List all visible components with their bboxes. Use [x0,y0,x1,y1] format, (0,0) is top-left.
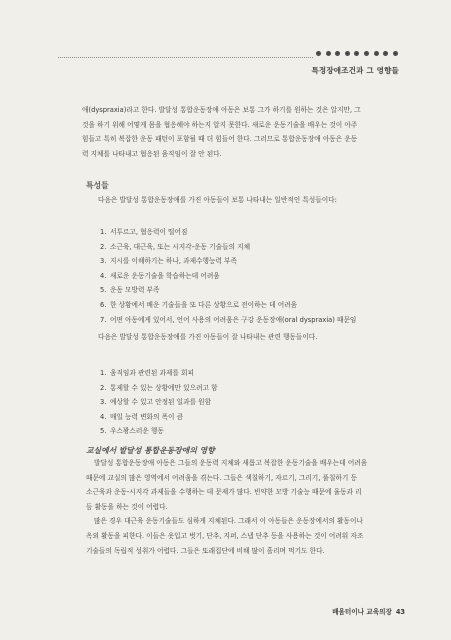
list-item: 3. 예상할 수 있고 안정된 일과를 원함 [100,398,212,407]
running-head: 특정장애조건과 그 영향들 [311,66,399,75]
header-dotted-rule [58,57,313,58]
list-item: 5. 운동 모방력 부족 [100,286,160,295]
text-line: 듬 활동을 하는 것이 어렵다. [86,502,168,511]
text-line: 힘들고 특히 복잡한 운동 패턴이 포함될 때 더 힘들어 한다. 그러므로 통합운동장애 아동은 운동 [82,135,358,144]
list-item: 2. 소근육, 대근육, 또는 시지각-운동 기술들의 지체 [100,242,251,251]
section-heading-classroom-impact: 교실에서 발달성 통합운동장애의 영향 [86,446,215,455]
list-item: 4. 매일 능력 변화의 폭이 큼 [100,412,184,421]
text-line: 소근육과 운동-시지각 과제들을 수행하는 데 문제가 많다. 빈약한 모방 기술능 때문에 율동과 리 [86,488,362,497]
text-line: 때문에 교실의 많은 영역에서 어려움을 겪는다. 그들은 색칠하기, 자르기, 그리기, 풀칠하기 등 [86,473,357,482]
list-item: 7. 어떤 아동에게 있어서, 언어 사용의 어려움은 구강 운동장애(oral dyspraxia) 때문임 [100,315,357,324]
list-item: 6. 한 상황에서 배운 기술들을 또 다른 상황으로 전이하는 데 어려움 [100,300,298,309]
ornament-dot [364,51,369,56]
ornament-dot [374,51,379,56]
ornament-dot [316,51,321,56]
classroom-paragraph [86,456,414,558]
ornament-dot [345,51,350,56]
ornament-dot [354,51,359,56]
characteristics-list [100,225,356,327]
list-item: 1. 움직임과 관련된 과제를 회피 [100,369,194,377]
ornament-dot [393,51,398,56]
section-heading-characteristics: 특성들 [86,181,109,190]
list-item: 3. 지시를 이해하기는 하나, 과제수행능력 부족 [100,257,237,266]
ornament-dot [326,51,331,56]
behaviors-list [100,366,218,439]
ornament-dot [383,51,388,56]
header-dot-ornament [316,51,398,56]
text-line: 력 지체를 나타내고 협응된 움직임이 잘 안 된다. [82,149,222,158]
page-footer [332,606,405,616]
text-line: 옥외 활동을 피한다. 이들은 옷입고 벗기, 단추, 지퍼, 스냅 단추 등을 사용하는 것이 어려워 자조 [86,531,364,540]
text-line: 많은 경우 대근육 운동기술들도 심하게 지체된다. 그래서 이 아동들은 운동장에서의 활동이나 [94,517,363,526]
list-item: 1. 서투르고, 협응력이 떨어짐 [100,228,188,236]
text-line: 기술들의 독립적 성취가 어렵다. 그들은 또래집단에 비해 많이 흘리며 먹기도 한다. [86,546,325,555]
section-lead-2: 다음은 발달성 통합운동장애를 가진 아동들이 잘 나타내는 관련 행동들이다. [98,333,318,341]
text-line: 애(dyspraxia)라고 한다. 발달성 통합운동장애 아동은 보통 그가 하기를 원하는 것은 알지만, 그 [82,106,361,114]
ornament-dot [335,51,340,56]
text-line: 것을 하기 위해 어떻게 몸을 협응해야 하는지 알지 못한다. 새로운 운동기술을 배우는 것이 아주 [82,120,358,129]
intro-paragraph [82,103,412,161]
footer-book-title: 배움터이나 교육의장 [332,608,392,616]
list-item: 2. 통제할 수 있는 상황에만 있으려고 함 [100,383,218,392]
text-line: 발달성 통합운동장애 아동은 그들의 운동력 지체와 새롭고 복잡한 운동기술을 배우는데 어려움 [94,459,368,467]
page-number: 43 [395,608,405,616]
list-item: 5. 우스꽝스러운 행동 [100,427,164,436]
list-item: 4. 새로운 운동기술을 학습하는데 어려움 [100,271,220,280]
section-lead: 다음은 발달성 통합운동장애를 가진 아동들이 보통 나타내는 일반적인 특성들이다: [98,196,337,204]
